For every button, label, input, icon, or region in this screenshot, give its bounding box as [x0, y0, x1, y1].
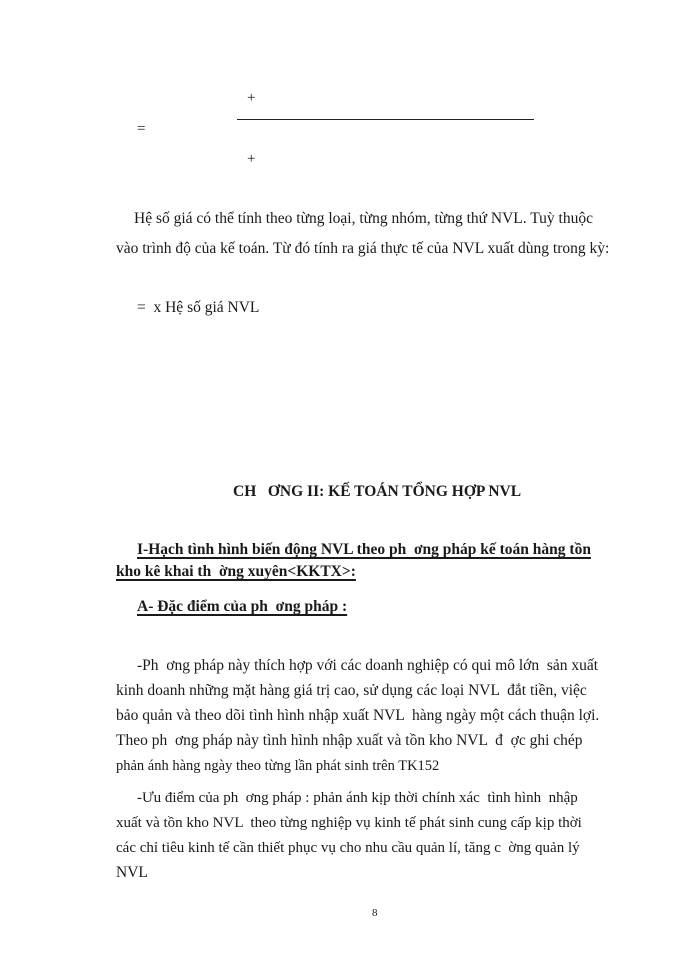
paragraph-line: phản ánh hàng ngày theo từng lần phát sinh trên TK152 [116, 758, 440, 774]
paragraph-line: bảo quản và theo dõi tình hình nhập xuất NVL hàng ngày một cách thuận lợi. [116, 707, 600, 724]
paragraph-line: Hệ số giá có thể tính theo từng loại, từng nhóm, từng thứ NVL. Tuỳ thuộc [134, 210, 593, 227]
paragraph-line: -Ph ơng pháp này thích hợp với các doanh nghiệp có qui mô lớn sản xuất [137, 657, 599, 674]
fraction-bar [237, 119, 534, 120]
paragraph-line: xuất và tồn kho NVL theo từng nghiệp vụ kinh tế phát sinh cung cấp kịp thời [116, 815, 582, 831]
paragraph-line: các chỉ tiêu kinh tế cần thiết phục vụ cho nhu cầu quản lí, tăng c ờng quản lý [116, 840, 580, 856]
formula-plus-bottom: + [247, 151, 256, 167]
chapter-title: CH ƠNG II: KẾ TOÁN TỔNG HỢP NVL [233, 483, 522, 500]
section-heading-line: kho kê khai th ờng xuyên<KKTX>: [116, 563, 356, 580]
paragraph-line: -Ưu điểm của ph ơng pháp : phản ánh kịp thời chính xác tình hình nhập [137, 790, 578, 806]
formula-price-coefficient: = x Hệ số giá NVL [137, 299, 260, 316]
paragraph-line: Theo ph ơng pháp này tình hình nhập xuất và tồn kho NVL đ ợc ghi chép [116, 732, 583, 749]
paragraph-line: vào trình độ của kế toán. Từ đó tính ra giá thực tế của NVL xuất dùng trong kỳ: [116, 240, 610, 257]
formula-equals: = [137, 121, 146, 137]
page-number: 8 [372, 907, 378, 919]
subsection-heading: A- Đặc điểm của ph ơng pháp : [137, 598, 348, 615]
paragraph-line: kinh doanh những mặt hàng giá trị cao, sử dụng các loại NVL đắt tiền, việc [116, 682, 587, 699]
paragraph-line: NVL [116, 864, 148, 881]
formula-plus-top: + [247, 90, 256, 106]
section-heading-line: I-Hạch tình hình biến động NVL theo ph ơng pháp kế toán hàng tồn [137, 541, 591, 558]
